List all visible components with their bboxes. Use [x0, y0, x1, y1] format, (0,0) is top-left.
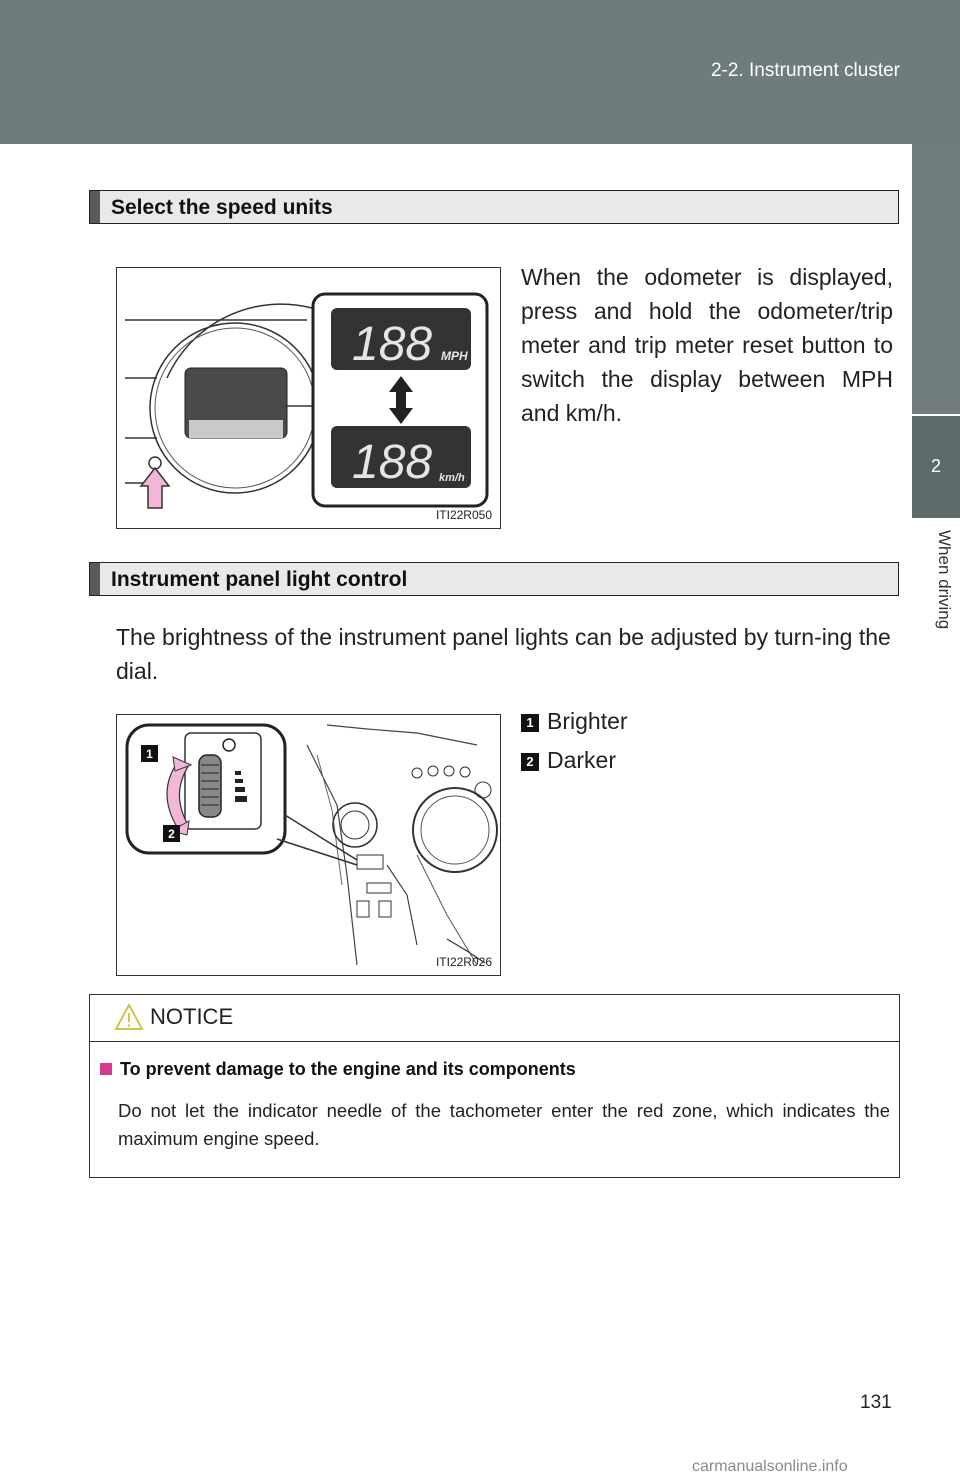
marker-1-label: 1 — [146, 747, 153, 761]
marker-2-label: 2 — [168, 827, 175, 841]
notice-subtitle-text: To prevent damage to the engine and its components — [120, 1059, 576, 1079]
kmh-label: km/h — [439, 472, 465, 484]
watermark[interactable]: carmanualsonline.info — [692, 1458, 848, 1475]
notice-box — [89, 994, 900, 1178]
notice-subtitle — [100, 1059, 576, 1080]
chapter-title: When driving — [935, 530, 954, 630]
section2-body: The brightness of the instrument panel lights can be adjusted by turn-ing the dial. — [116, 624, 891, 684]
legend-item-brighter — [521, 708, 628, 735]
notice-body: Do not let the indicator needle of the tachometer enter the red zone, which indicates the maximum engine speed. — [118, 1100, 890, 1149]
bullet-square-icon — [100, 1063, 112, 1075]
side-tab-upper — [912, 144, 960, 414]
top-display-digits: 188 — [352, 318, 433, 371]
section1-body: When the odometer is displayed, press and hold the odometer/trip meter and trip meter reset button to switch the display between MPH and km/h. — [521, 264, 893, 426]
page-number: 131 — [860, 1392, 892, 1413]
warning-icon — [114, 1003, 144, 1031]
legend-number-1: 1 — [521, 714, 539, 732]
figure-code: ITI22R026 — [435, 955, 492, 969]
dashboard-illustration — [117, 715, 500, 975]
section-title: Select the speed units — [111, 196, 333, 219]
section-path: 2-2. Instrument cluster — [710, 60, 900, 81]
figure-code: ITI22R050 — [435, 508, 492, 522]
legend-number-2: 2 — [521, 753, 539, 771]
mph-label: MPH — [441, 349, 468, 363]
speed-units-figure — [116, 267, 501, 529]
legend-label: Darker — [547, 747, 617, 773]
legend-label: Brighter — [547, 708, 628, 734]
bottom-display-digits: 188 — [352, 436, 433, 489]
section-heading-speed-units — [89, 190, 899, 224]
cluster-illustration — [117, 268, 500, 528]
notice-title: NOTICE — [150, 1004, 234, 1029]
section-title: Instrument panel light control — [111, 568, 408, 591]
dial-figure — [116, 714, 501, 976]
chapter-tab[interactable] — [912, 416, 960, 518]
legend-item-darker — [521, 747, 616, 774]
chapter-number: 2 — [930, 456, 941, 476]
page-header — [0, 0, 960, 144]
section-heading-panel-light — [89, 562, 899, 596]
notice-header — [90, 995, 899, 1042]
